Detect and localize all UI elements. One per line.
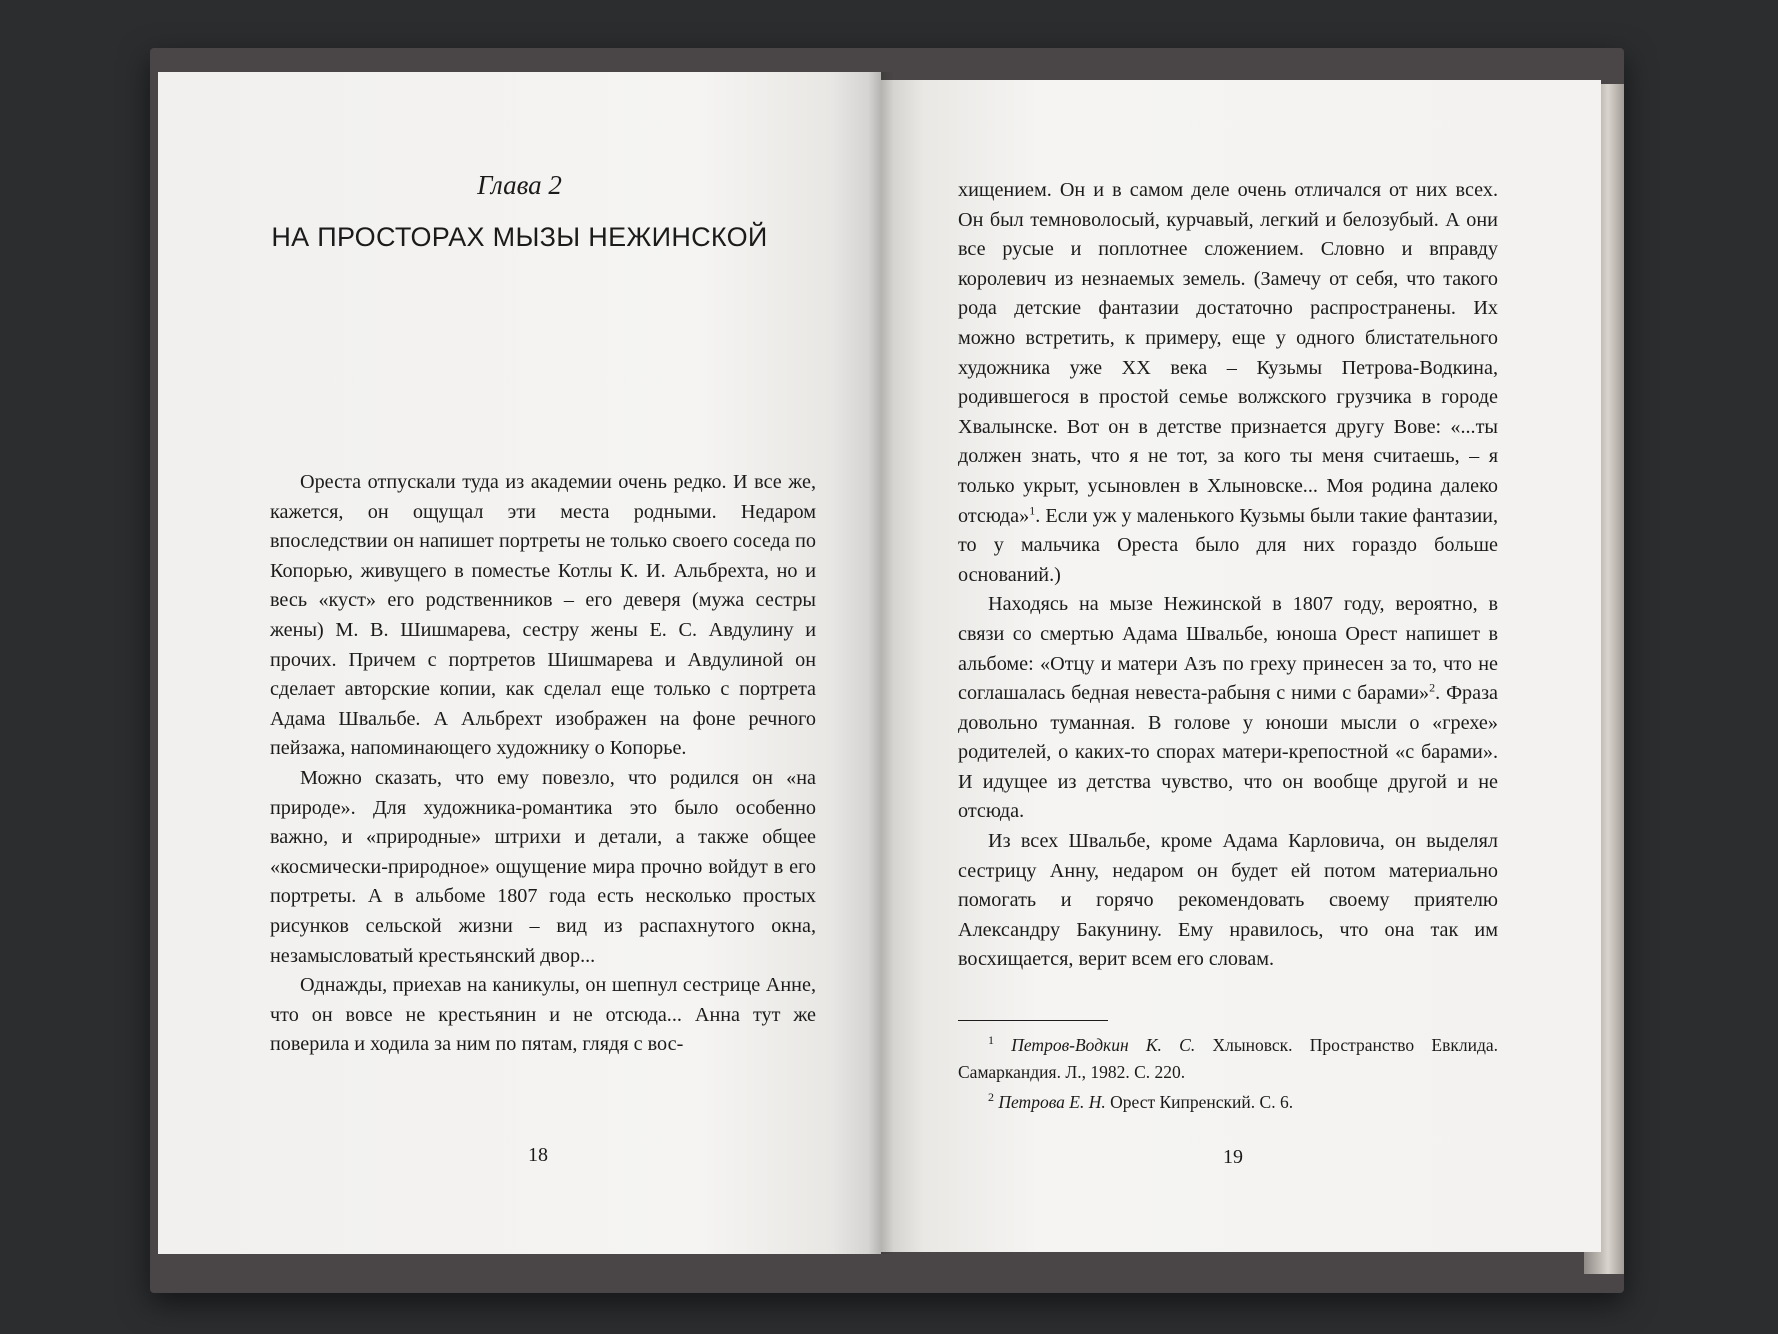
footnote-divider [958, 1020, 1108, 1021]
book-spine [868, 72, 894, 1254]
page-number: 19 [1223, 1146, 1243, 1168]
paragraph: Из всех Швальбе, кроме Адама Карловича, он выделял сестрицу Анну, недаром он будет ей потом материально помогать и горячо рекомендовать своему приятелю Александру Бакунину. Ему нравилось, что она так им восхищается, верит всем его словам. [958, 830, 1498, 971]
paragraph: Однажды, приехав на каникулы, он шепнул сестрице Анне, что он вовсе не крестьянин и не отсюда... Анна тут же поверила и ходила за ним по пятам, глядя с вос- [270, 974, 816, 1056]
chapter-title: НА ПРОСТОРАХ МЫЗЫ НЕЖИНСКОЙ [271, 222, 768, 252]
paragraph [958, 590, 1498, 827]
paragraph-text: хищением. Он и в самом деле очень отличался от них всех. Он был темноволосый, курчавый, легкий и белозубый. А они все русые и поплотнее сложением. Словно и вправду королевич из незнаемых земель. (Замечу от себя, что такого рода детские фантазии достаточно распространены. Их можно встретить, к примеру, еще у одного блистательного художника уже ХХ века – Кузьмы Петрова-Водкина, родившегося в простой семье волжского грузчика в городе Хвалынске. Вот он в детстве признается другу Вове: «...ты должен знать, что я не тот, за кого ты меня считаешь, – я только укрыт, усыновлен в Хлыновске... Моя родина далеко отсюда» [958, 179, 1498, 527]
footnote-text: Орест Кипренский. С. 6. [1110, 1092, 1294, 1112]
paragraph [958, 176, 1498, 590]
left-page [158, 72, 881, 1254]
footnote-number: 1 [988, 1033, 994, 1048]
footnote [958, 1089, 1498, 1116]
right-page [881, 80, 1601, 1252]
footnote-author: Петрова Е. Н. [998, 1092, 1106, 1112]
right-text-body [958, 176, 1498, 975]
paragraph-text: . Фраза довольно туманная. В голове у юноши мысли о «грехе» родителей, о каких-то спорах матери-крепостной «с барами». И идущее из детства чувство, что он вообще другой и не отсюда. [958, 682, 1499, 823]
left-text-body [270, 468, 816, 1060]
footnote-ref: 1 [1029, 502, 1036, 517]
footnotes [958, 1032, 1498, 1119]
chapter-number: Глава 2 [477, 170, 562, 200]
footnote [958, 1032, 1498, 1086]
paragraph: Можно сказать, что ему повезло, что родился он «на природе». Для художника-романтика это было особенно важно, и «природные» штрихи и детали, а также общее «космически-природное» ощущение мира прочно войдут в его портреты. А в альбоме 1807 года есть несколько простых рисунков сельской жизни – вид из распахнутого окна, незамысловатый крестьянский двор... [270, 766, 816, 967]
footnote-number: 2 [988, 1090, 994, 1105]
footnote-author: Петров-Водкин К. С. [1011, 1035, 1196, 1055]
paragraph-text: Находясь на мызе Нежинской в 1807 году, вероятно, в связи со смертью Адама Швальбе, юноша Орест напишет в альбоме: «Отцу и матери Азъ по греху принесен за то, что не соглашалась бедная невеста-рабыня с ними с барами» [958, 593, 1498, 705]
page-number: 18 [528, 1144, 548, 1166]
paragraph: Ореста отпускали туда из академии очень редко. И все же, кажется, он ощущал эти места родными. Недаром впоследствии он напишет портреты не только своего соседа по Копорью, живущего в поместье Котлы К. И. Альбрехта, но и весь «куст» его родственников – его деверя (мужа сестры жены) М. В. Шишмарева, сестру жены Е. С. Авдулину и прочих. Причем с портретов Шишмарева и Авдулиной он сделает авторские копии, как сделал еще только с портрета Адама Швальбе. А Альбрехт изображен на фоне речного пейзажа, напоминающего художнику о Копорье. [270, 471, 816, 760]
footnote-ref: 2 [1429, 680, 1436, 695]
footnote-text: Хлыновск. Пространство Евклида. Самаркандия. Л., 1982. С. 220. [958, 1035, 1499, 1082]
paragraph-text: . Если уж у маленького Кузьмы были такие фантазии, то у мальчика Ореста было для них гораздо больше оснований.) [958, 504, 1498, 586]
